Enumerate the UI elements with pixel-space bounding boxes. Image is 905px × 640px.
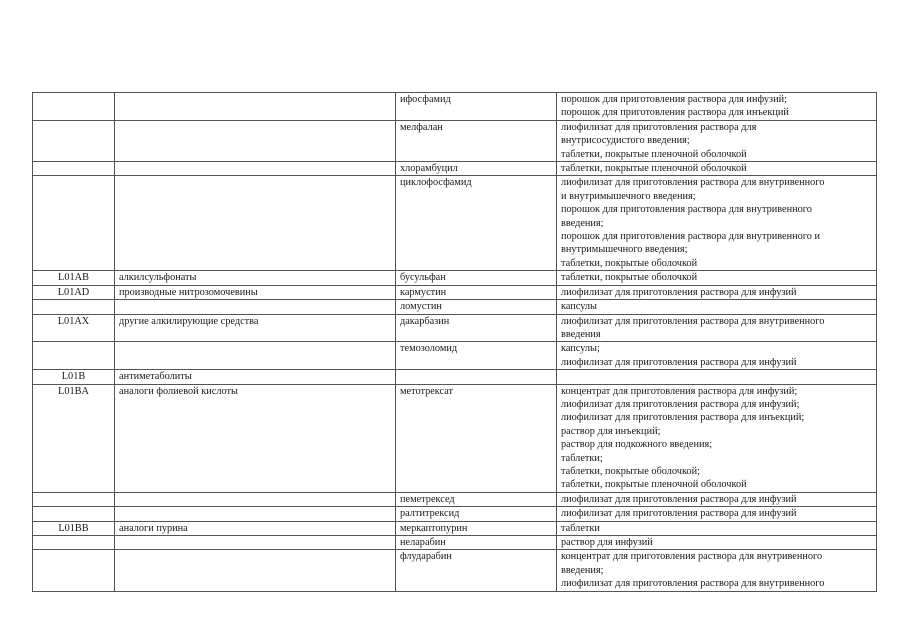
drug-name-cell: меркаптопурин <box>396 521 557 535</box>
dosage-forms-cell <box>557 384 877 492</box>
drug-name-cell: ифосфамид <box>396 93 557 121</box>
dosage-form-line: раствор для инфузий <box>561 537 653 548</box>
dosage-forms-cell <box>557 370 877 384</box>
atc-code-cell: L01BB <box>33 521 115 535</box>
group-name-cell: аналоги фолиевой кислоты <box>115 384 396 492</box>
dosage-forms-cell <box>557 162 877 176</box>
dosage-form-line: порошок для приготовления раствора для инфузий; <box>561 94 787 105</box>
table-row <box>33 507 877 521</box>
dosage-form-line: лиофилизат для приготовления раствора для инфузий <box>561 286 797 298</box>
dosage-forms-cell <box>557 285 877 299</box>
dosage-forms-cell <box>557 492 877 506</box>
dosage-form-line: лиофилизат для приготовления раствора для инфузий <box>561 493 797 505</box>
table-row <box>33 162 877 176</box>
dosage-forms-cell <box>557 507 877 521</box>
drug-name-cell: ломустин <box>396 300 557 314</box>
table-row <box>33 384 877 492</box>
dosage-form-line: раствор для инъекций; <box>561 425 661 437</box>
dosage-form-line: таблетки, покрытые оболочкой <box>561 257 698 269</box>
atc-code-cell <box>33 507 115 521</box>
dosage-form-line: раствор для подкожного введения; <box>561 439 713 451</box>
dosage-form-line: таблетки; <box>561 452 603 464</box>
dosage-form-line: таблетки, покрытые оболочкой <box>561 272 698 284</box>
group-name-cell <box>115 93 396 121</box>
atc-code-cell <box>33 176 115 271</box>
dosage-forms-cell <box>557 550 877 591</box>
group-name-cell: другие алкилирующие средства <box>115 314 396 342</box>
drug-name-cell <box>396 370 557 384</box>
table-row <box>33 370 877 384</box>
drug-name-cell: ралтитрексид <box>396 507 557 521</box>
group-name-cell <box>115 120 396 161</box>
atc-code-cell: L01AD <box>33 285 115 299</box>
atc-code-cell <box>33 162 115 176</box>
drug-name-cell: кармустин <box>396 285 557 299</box>
dosage-form-line: лиофилизат для приготовления раствора для инфузий <box>561 508 797 520</box>
dosage-form-line: лиофилизат для приготовления раствора для инфузий; <box>561 398 800 410</box>
group-name-cell <box>115 162 396 176</box>
dosage-form-line: внутрисосудистого введения; <box>561 135 690 147</box>
dosage-form-line: таблетки, покрытые пленочной оболочкой <box>561 148 747 160</box>
dosage-form-line: порошок для приготовления раствора для инъекций <box>561 107 789 119</box>
dosage-form-line: таблетки <box>561 522 600 534</box>
drug-name-cell: мелфалан <box>396 120 557 161</box>
dosage-form-line: введения; <box>561 564 604 576</box>
dosage-forms-cell <box>557 342 877 370</box>
dosage-forms-cell <box>557 521 877 535</box>
dosage-forms-cell <box>557 271 877 285</box>
atc-code-cell <box>33 536 115 550</box>
table-row <box>33 536 877 550</box>
drug-name-cell: циклофосфамид <box>396 176 557 271</box>
drug-table-body <box>33 93 877 592</box>
dosage-form-line: лиофилизат для приготовления раствора для инъекций; <box>561 412 805 424</box>
group-name-cell <box>115 507 396 521</box>
atc-code-cell <box>33 120 115 161</box>
dosage-forms-cell <box>557 176 877 271</box>
group-name-cell: аналоги пурина <box>115 521 396 535</box>
dosage-forms-cell <box>557 93 877 121</box>
table-row <box>33 342 877 370</box>
group-name-cell: антиметаболиты <box>115 370 396 384</box>
table-row <box>33 550 877 591</box>
atc-code-cell: L01B <box>33 370 115 384</box>
group-name-cell <box>115 300 396 314</box>
table-row <box>33 521 877 535</box>
dosage-form-line: лиофилизат для приготовления раствора для внутривенного <box>561 315 825 327</box>
table-row <box>33 271 877 285</box>
dosage-form-line: таблетки, покрытые пленочной оболочкой <box>561 479 747 491</box>
dosage-form-line: капсулы <box>561 301 597 313</box>
dosage-form-line: порошок для приготовления раствора для внутривенного и <box>561 231 820 243</box>
drug-name-cell: темозоломид <box>396 342 557 370</box>
dosage-form-line: концентрат для приготовления раствора для инфузий; <box>561 385 798 397</box>
group-name-cell <box>115 342 396 370</box>
drug-table <box>32 92 877 592</box>
atc-code-cell <box>33 300 115 314</box>
dosage-form-line: внутримышечного введения; <box>561 244 688 256</box>
dosage-form-line: лиофилизат для приготовления раствора для внутривенного <box>561 177 825 189</box>
table-row <box>33 120 877 161</box>
dosage-form-line: капсулы; <box>561 343 600 355</box>
drug-name-cell: пеметрексед <box>396 492 557 506</box>
dosage-forms-cell <box>557 536 877 550</box>
dosage-form-line: введения; <box>561 217 604 229</box>
drug-name-cell: дакарбазин <box>396 314 557 342</box>
drug-name-cell: бусульфан <box>396 271 557 285</box>
atc-code-cell: L01AX <box>33 314 115 342</box>
drug-name-cell: метотрексат <box>396 384 557 492</box>
drug-name-cell: флударабин <box>396 550 557 591</box>
group-name-cell <box>115 536 396 550</box>
atc-code-cell <box>33 93 115 121</box>
table-row <box>33 492 877 506</box>
group-name-cell: производные нитрозомочевины <box>115 285 396 299</box>
atc-code-cell <box>33 342 115 370</box>
atc-code-cell: L01BA <box>33 384 115 492</box>
dosage-form-line: лиофилизат для приготовления раствора для инфузий <box>561 356 797 368</box>
table-row <box>33 285 877 299</box>
dosage-form-line: концентрат для приготовления раствора для внутривенного <box>561 551 823 563</box>
drug-name-cell: неларабин <box>396 536 557 550</box>
dosage-form-line: порошок для приготовления раствора для внутривенного <box>561 204 812 216</box>
drug-name-cell: хлорамбуцил <box>396 162 557 176</box>
table-row <box>33 93 877 121</box>
dosage-forms-cell <box>557 120 877 161</box>
dosage-form-line: и внутримышечного введения; <box>561 190 696 202</box>
dosage-form-line: лиофилизат для приготовления раствора для <box>561 121 757 133</box>
atc-code-cell <box>33 492 115 506</box>
dosage-form-line: таблетки, покрытые оболочкой; <box>561 465 700 477</box>
atc-code-cell <box>33 550 115 591</box>
dosage-form-line: лиофилизат для приготовления раствора для внутривенного <box>561 578 825 590</box>
group-name-cell <box>115 176 396 271</box>
atc-code-cell: L01AB <box>33 271 115 285</box>
group-name-cell <box>115 550 396 591</box>
table-row <box>33 176 877 271</box>
dosage-forms-cell <box>557 300 877 314</box>
group-name-cell <box>115 492 396 506</box>
dosage-forms-cell <box>557 314 877 342</box>
dosage-form-line: таблетки, покрытые пленочной оболочкой <box>561 163 747 175</box>
dosage-form-line: введения <box>561 328 601 340</box>
group-name-cell: алкилсульфонаты <box>115 271 396 285</box>
table-row <box>33 314 877 342</box>
table-row <box>33 300 877 314</box>
